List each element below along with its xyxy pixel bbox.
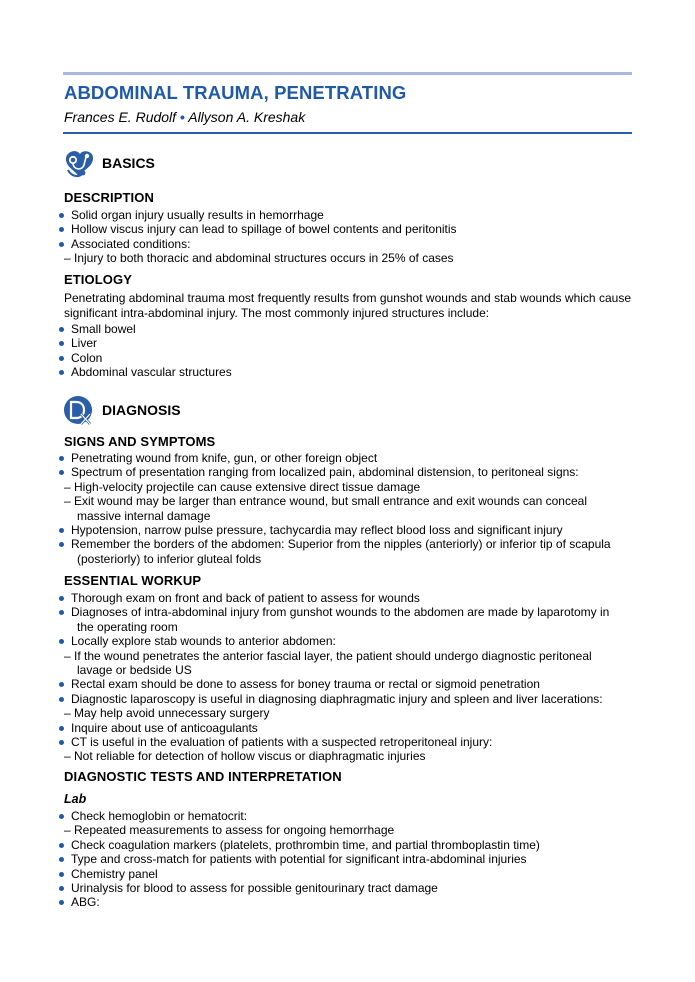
list-item: Check hemoglobin or hematocrit: [56,809,632,823]
list-item: Check coagulation markers (platelets, prothrombin time, and partial thromboplastin time) [56,838,632,852]
list-item: Type and cross-match for patients with potential for significant intra-abdominal injuries [56,852,632,866]
section-diagnosis-heading [62,393,181,427]
list-item: Abdominal vascular structures [56,365,632,379]
list-continuation: the operating room [77,619,178,634]
top-rule [63,72,632,75]
stethoscope-icon [62,146,98,180]
list-item: Remember the borders of the abdomen: Superior from the nipples (anteriorly) or inferior tip of scapula [56,537,632,551]
list-item: Locally explore stab wounds to anterior abdomen: [56,634,632,648]
list-item: Colon [56,351,632,365]
list-item: Diagnoses of intra-abdominal injury from gunshot wounds to the abdomen are made by laparotomy in [56,605,632,619]
author-separator: • [179,109,185,125]
list-item: Inquire about use of anticoagulants [56,721,632,735]
author-name: Allyson A. Kreshak [188,109,306,125]
workup-list [56,591,632,764]
list-item: Penetrating wound from knife, gun, or other foreign object [56,451,632,465]
list-continuation: massive internal damage [77,508,211,523]
author-rule [63,132,632,134]
author-name: Frances E. Rudolf [64,109,177,125]
list-subitem: – If the wound penetrates the anterior fascial layer, the patient should undergo diagnostic peritoneal [64,648,592,663]
section-diagnosis-label: DIAGNOSIS [102,402,181,418]
workup-heading: ESSENTIAL WORKUP [64,573,202,588]
lab-heading: Lab [64,792,87,806]
list-item: Hypotension, narrow pulse pressure, tachycardia may reflect blood loss and significant injury [56,523,632,537]
section-basics-heading [62,146,155,180]
list-item: CT is useful in the evaluation of patients with a suspected retroperitoneal injury: [56,735,632,749]
list-continuation: lavage or bedside US [77,663,192,678]
list-item: Associated conditions: [56,237,632,251]
dx-icon [62,393,98,427]
author-line [64,109,305,125]
signs-heading: SIGNS AND SYMPTOMS [64,434,216,449]
list-subitem: – High-velocity projectile can cause extensive direct tissue damage [64,479,421,494]
tests-heading: DIAGNOSTIC TESTS AND INTERPRETATION [64,769,342,784]
etiology-paragraph: Penetrating abdominal trauma most frequently results from gunshot wounds and stab wounds which cause significant intra-abdominal injury. The most commonly injured structures include: [64,291,631,320]
list-item: Hollow viscus injury can lead to spillage of bowel contents and peritonitis [56,222,632,236]
description-heading: DESCRIPTION [64,190,154,205]
etiology-heading: ETIOLOGY [64,272,132,287]
list-item: Small bowel [56,322,632,336]
page-title: ABDOMINAL TRAUMA, PENETRATING [64,82,407,103]
section-basics-label: BASICS [102,155,155,171]
list-subitem: – Not reliable for detection of hollow viscus or diaphragmatic injuries [64,749,426,764]
list-subitem: – Repeated measurements to assess for ongoing hemorrhage [64,823,395,838]
description-list [56,208,632,266]
list-continuation: (posteriorly) to inferior gluteal folds [77,551,262,566]
list-item: Rectal exam should be done to assess for boney trauma or rectal or sigmoid penetration [56,677,632,691]
etiology-list [56,322,632,380]
list-subitem: – May help avoid unnecessary surgery [64,706,270,721]
list-item: Chemistry panel [56,867,632,881]
list-item: Urinalysis for blood to assess for possible genitourinary tract damage [56,881,632,895]
list-item: Diagnostic laparoscopy is useful in diagnosing diaphragmatic injury and spleen and liver lacerations: [56,692,632,706]
lab-list [56,809,632,910]
list-item: Solid organ injury usually results in hemorrhage [56,208,632,222]
list-item: Thorough exam on front and back of patient to assess for wounds [56,591,632,605]
list-item: Liver [56,336,632,350]
list-item: ABG: [56,895,632,909]
list-item: Spectrum of presentation ranging from localized pain, abdominal distension, to peritoneal signs: [56,465,632,479]
list-subitem: – Injury to both thoracic and abdominal structures occurs in 25% of cases [64,251,454,266]
signs-list [56,451,632,566]
list-subitem: – Exit wound may be larger than entrance wound, but small entrance and exit wounds can conceal [64,494,587,509]
